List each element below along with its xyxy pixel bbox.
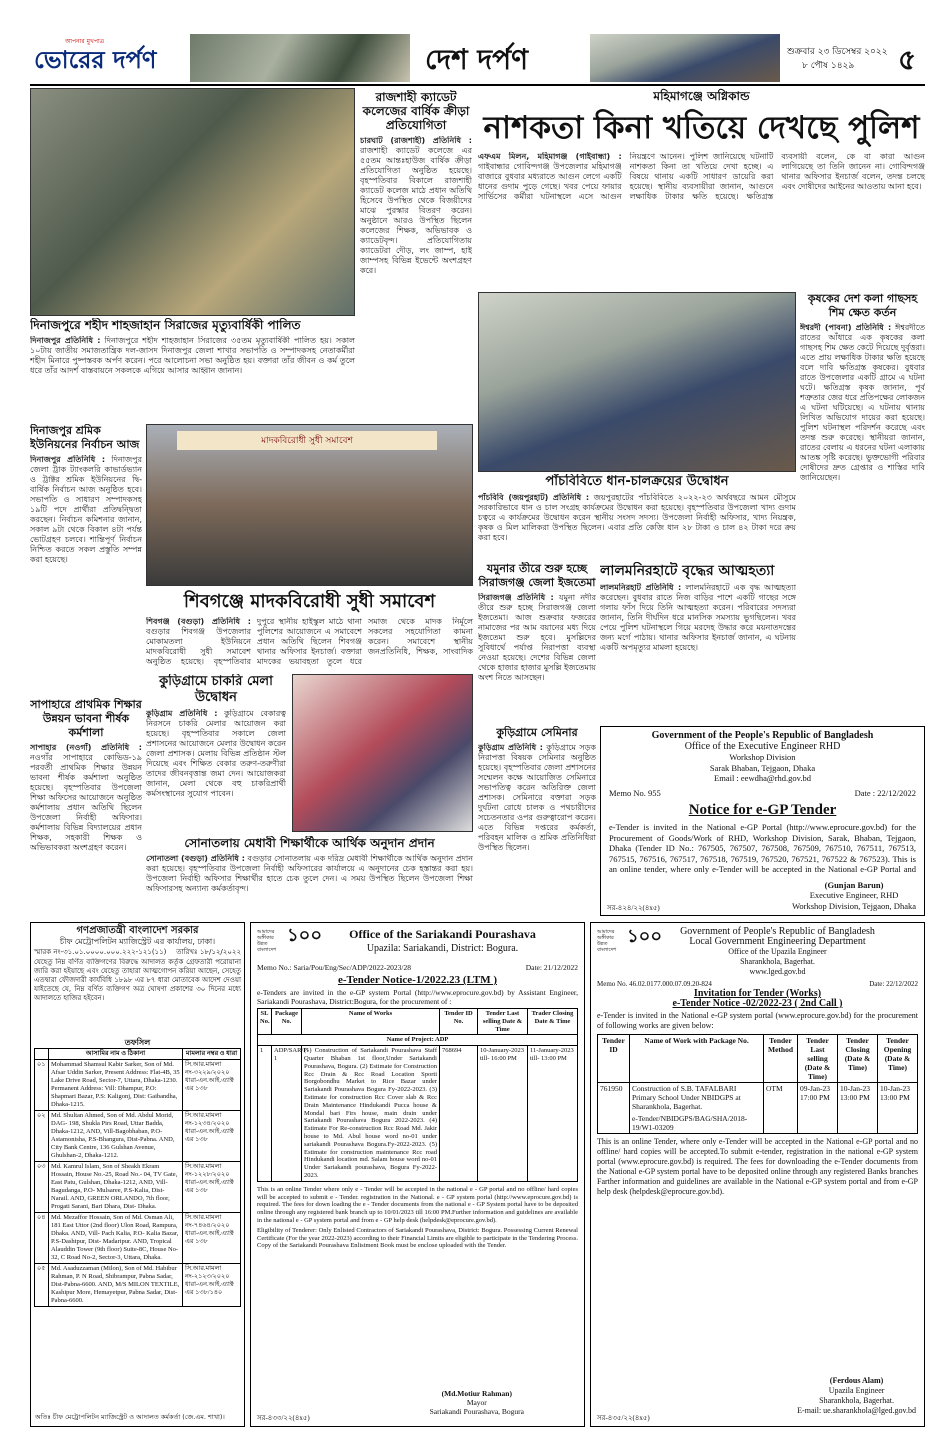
- masthead-photo-strip-right: [590, 34, 780, 82]
- table-row: [35, 1111, 241, 1162]
- dinajpur-memorial-headline: দিনাজপুরে শহীদ শাহজাহান সিরাজের মৃত্যুবার্ষিকী পালিত: [30, 318, 301, 332]
- dinajpur-union-headline: দিনাজপুর শ্রমিক ইউনিয়নের নির্বাচন আজ: [30, 424, 140, 451]
- sonatola-text-block: [146, 854, 473, 916]
- egp-line4: Sarak Bhaban, Tejgaon, Dhaka: [709, 762, 816, 773]
- sharankhola-row-method: OTM: [764, 1083, 798, 1134]
- sharankhola-row-package: e-Tender/NBIDGPS/BAG/SHA/2018-19/W1-03209: [632, 1114, 748, 1132]
- court-table-title: তফসিল: [124, 1037, 151, 1047]
- sharankhola-row-work-text: Construction of S.B. TAFALBARI Primary School Under NBIDGPS at Sharankhola, Bagerhat.: [632, 1084, 741, 1111]
- sharankhola-line2: Local Government Engineering Department: [689, 936, 866, 947]
- sharankhola-title2: e-Tender Notice -02/2022-23 ( 2nd Call ): [672, 998, 843, 1009]
- sharankhola-row-closing: 10-Jan-23 13:00 PM: [838, 1083, 878, 1134]
- egp-signer-title: Executive Engineer, RHD: [809, 890, 899, 900]
- court-row-case: সি.আর.মামলা নং-১২৩৪/২০২০ ধারা-এন.আই.এ্যাক্ট এর ১৩৮: [183, 1111, 241, 1162]
- sariakandi-th-sl: SL No.: [258, 1009, 272, 1035]
- sariakandi-th-package: Package No.: [272, 1009, 302, 1035]
- masthead-rule: [30, 84, 925, 86]
- court-line1: গণপ্রজাতন্ত্রী বাংলাদেশ সরকার: [76, 925, 199, 936]
- krishok-body: ঈশ্বরদীতে রাতের আঁধারে এক কৃষকের কলা গাছসহ শিম ক্ষেত কেটে দিয়েছে দুর্বৃত্তরা। এতে প্রায় লক্ষাধিক টাকার ক্ষতি হয়েছে বলে দাবি ক্ষতিগ্রস্ত কৃষকের। বুধবার রাতে উপজেলার একটি গ্রামে এ ঘটনা ঘটে। ক্ষতিগ্রস্ত কৃষক জানান, পূর্ব শত্রুতার জের ধরে প্রতিপক্ষের লোকজন এ ঘটনা ঘটিয়েছে। এ ঘটনায় থানায় লিখিত অভিযোগ দায়ের করা হয়েছে। পুলিশ ঘটনাস্থল পরিদর্শন করেছে এবং তদন্ত শুরু করেছে। স্থানীয়রা জানান, রাতের বেলায় এ ধরনের ঘটনা এলাকায় আতঙ্ক সৃষ্টি করেছে। ভুক্তভোগী পরিবার দোষীদের দ্রুত গ্রেপ্তার ও শাস্তির দাবি জানিয়েছেন।: [800, 323, 925, 482]
- court-memo: স্মারক নং-৩১.০১.০০০০.০০০.২২২-১২১(১১): [34, 948, 167, 956]
- sariakandi-row-sl: 1: [258, 1046, 272, 1182]
- krishok-headline: কৃষকের দেশ কলা গাছসহ শিম ক্ষেত কর্তন: [807, 292, 918, 319]
- sharankhola-logo: [597, 926, 663, 959]
- kurigram-job-text-block: [146, 709, 286, 849]
- sariakandi-row-package: ADP/SAR/P-1: [272, 1046, 302, 1182]
- sariakandi-memo: Memo No.: Saria/Pou/Eng/Sec/ADP/2022-2023/28: [257, 963, 411, 972]
- court-date: তারিখঃ ১৮/১২/২০২২: [176, 948, 241, 956]
- panchbibi-article: [478, 474, 796, 558]
- paper-tagline: আপনার মুখপাত্র: [65, 38, 105, 45]
- sharankhola-logo-text: আমাদের অঙ্গীকার উন্নত বাংলাদেশ: [597, 929, 617, 953]
- sharankhola-th-tender-id: Tender ID: [598, 1035, 630, 1083]
- shibganj-headline: শিবগঞ্জে মাদকবিরোধী সুধী সমাবেশ: [183, 591, 436, 612]
- kurigram-job-article: [146, 674, 286, 854]
- memorial-photo: [30, 88, 355, 316]
- sariakandi-date: Date: 21/12/2022: [525, 963, 578, 972]
- sariakandi-row-works: (1) Construction of Sariakandi Pourashava Staff Quarter Bhaban 1st floor,Under Sariakandi Pourashava, Bogura. (2) Estimate for Construction Rcc Drain & Rcc Road Location Sporti Borgobondhu Market to Rice Bazar under Sariakandi Pourashava Bogura Fy-2022-2023. (3) Estimate for construction Rcc Cover slab & Rcc Drain Maintenance Hindukandi Pucca house & Mondal bari Firs house, main drain under Sariakandi Pourashava Bogura 2022-2023. (4) Estimate For Re-construction Rcc Road Md. Jakir house to Md. Abul house word no-01 under sariakandi Pourashava Bogura.Fy-2022-2023. (5) Estimate for construction maintenance Rcc road Hindukandi location md. Salam house word no-01 Under Sariakandi pourashava, Bogura Fy-2022-2023.: [302, 1046, 440, 1182]
- sariakandi-project-row: [258, 1035, 578, 1046]
- sariakandi-notice: [250, 922, 585, 1427]
- kurigram-job-headline: কুড়িগ্রামে চাকরি মেলা উদ্বোধন: [159, 674, 273, 705]
- table-row: [598, 1083, 918, 1134]
- sariakandi-subtitle: Upazila: Sariakandi, District: Bogura.: [366, 943, 519, 954]
- dinajpur-union-text-block: [30, 455, 142, 685]
- sariakandi-th-selling: Tender Last selling Date & Time: [478, 1009, 528, 1035]
- panchbibi-body: জয়পুরহাটের পাঁচবিবিতে ২০২২-২৩ অর্থবছরে আমন মৌসুমে সরকারিভাবে ধান ও চাল সংগ্রহ কার্যক্রমের উদ্বোধন করা হয়েছে। বৃহস্পতিবার উপজেলা খাদ্য গুদাম চত্বরে এ কার্যক্রমের উদ্বোধন করেন স্থানীয় সংসদ সদস্য। উপজেলা নির্বাহী অফিসার, খাদ্য নিয়ন্ত্রক, কৃষক ও মিল মালিকরা উপস্থিত ছিলেন। এবার প্রতি কেজি ধান ২৮ টাকা ও চাল ৪২ টাকা দরে ক্রয় করা হবে।: [478, 493, 796, 542]
- egp-date: Date : 22/12/2022: [854, 787, 916, 798]
- sariakandi-logo: [257, 925, 323, 959]
- sapahar-headline: সাপাহারে প্রাথমিক শিক্ষার উন্নয়ন ভাবনা শীর্ষক কর্মশালা: [30, 698, 142, 739]
- sharankhola-line1: Government of People's Republic of Bangladesh: [680, 926, 875, 937]
- sariakandi-title: Office of the Sariakandi Pourashava: [349, 927, 536, 941]
- sariakandi-th-tender-id: Tender ID No.: [440, 1009, 478, 1035]
- sariakandi-logo-text: আমাদের অঙ্গীকার উন্নত বাংলাদেশ: [257, 929, 277, 953]
- sharankhola-title1: Invitation for Tender (Works): [693, 988, 822, 999]
- court-row-name: Md. Mezaffor Hossain, Son of Md. Osman Ali, 181 East Uttor (2nd floor) Ulon Road, Rampura, Dhaka. AND, Vill- Pach Kalia, P.O- Kalia Bazar, P.S-Dashtpur, Dist- Madaripur. AND, Tropical Alauddin Tower (9th floor) Suite-8C, House No-32, C Road No-2, Sector-3, Uttara, Dhaka.: [49, 1213, 183, 1264]
- lalmonirhat-body: লালমনিরহাটে এক বৃদ্ধ আত্মহত্যা করেছেন। বুধবার রাতে নিজ বাড়ির পাশে একটি গাছের সঙ্গে গলায় ফাঁস দিয়ে তিনি আত্মহত্যা করেন। পরিবারের সদস্যরা জানান, তিনি দীর্ঘদিন ধরে মানসিক সমস্যায় ভুগছিলেন। খবর পেয়ে পুলিশ ঘটনাস্থলে গিয়ে মরদেহ উদ্ধার করে ময়নাতদন্তের জন্য মর্গে পাঠায়। থানার অফিসার ইনচার্জ জানান, এ ঘটনায় একটি অপমৃত্যুর মামলা হয়েছে।: [600, 583, 796, 652]
- sharankhola-memo: Memo No. 46.02.0177.000.07.09.20-824: [597, 980, 712, 988]
- sharankhola-signer-email: E-mail: ue.sharankhola@lged.gov.bd: [797, 1406, 916, 1415]
- court-row-sl: ০১: [35, 1060, 49, 1111]
- egp-signer-office: Workshop Division, Tejgaon, Dhaka: [792, 900, 916, 911]
- court-row-sl: ০৫: [35, 1264, 49, 1307]
- dinajpur-memorial-article: [30, 318, 355, 418]
- sariakandi-row-tender-id: 768694: [440, 1046, 478, 1182]
- sariakandi-memo-row: [257, 963, 578, 972]
- jamuna-text-block: [478, 593, 596, 703]
- sharankhola-signer: (Ferdous Alam): [829, 1376, 884, 1385]
- court-row-sl: ০৩: [35, 1162, 49, 1213]
- sapahar-article: [30, 698, 142, 918]
- panchbibi-photo: [478, 292, 796, 472]
- dinajpur-union-body: দিনাজপুর জেলা ট্রাক ট্যাংকলরি কাভার্ডভ্যান ও ট্রাক্টর শ্রমিক ইউনিয়নের দ্বি-বার্ষিক নির্বাচন আজ অনুষ্ঠিত হবে। সভাপতি ও সাধারণ সম্পাদকসহ ১৯টি পদে প্রার্থীরা প্রতিদ্বন্দ্বিতা করছেন। নির্বাচন কমিশনার জানান, সকাল ৯টা থেকে বিকাল ৪টা পর্যন্ত ভোটগ্রহণ চলবে। শান্তিপূর্ণ নির্বাচন নিশ্চিত করতে সকল প্রস্তুতি সম্পন্ন করা হয়েছে।: [30, 455, 142, 564]
- sharankhola-th-opening: Tender Opening (Date & Time): [878, 1035, 918, 1083]
- sharankhola-row-work: [630, 1083, 764, 1134]
- sharankhola-intro: e-Tender is invited in the National e-GP system portal (www.eprocure.gov.bd) for the procurement of following works are given below:: [597, 1011, 918, 1030]
- dinajpur-memorial-body: দিনাজপুরে শহীদ শাহজাহান সিরাজের ৩৫তম মৃত্যুবার্ষিকী পালিত হয়। সকাল ১০টায় জাতীয় সমাজতান্ত্রিক দল-জাসদ দিনাজপুর জেলা শাখার সভাপতি ও সম্পাদকসহ নেতাকর্মীরা শহীদ মিনারে পুষ্পস্তবক অর্পণ করেন। পরে আলোচনা সভা অনুষ্ঠিত হয়। বক্তারা তাঁর জীবন ও কর্ম তুলে ধরে তাঁর আদর্শ বাস্তবায়নে সকলকে এগিয়ে আসার আহ্বান জানান।: [30, 336, 355, 375]
- court-row-name: Md. Kamrul Islam, Son of Sheakh Ekram Hossain, House No.-25, Road No.- 04, TV Gate, East Patu, Gulshan, Dhaka-1212, AND, Vill-Bagudanga, P.O- Mulsaree, P.S-Kalia, Dist- Narail. AND, GREEN ORLANDO, 7th floor, Progati Sarani, Bari Dhara, Dist- Dhaka.: [49, 1162, 183, 1213]
- dinajpur-memorial-byline: দিনাজপুর প্রতিনিধি :: [30, 336, 101, 345]
- panchbibi-text-block: [478, 493, 796, 555]
- sapahar-byline: সাপাহার (নওগাঁ) প্রতিনিধি :: [30, 743, 142, 752]
- jamuna-article: [478, 562, 596, 722]
- sonatola-article: [146, 836, 473, 920]
- sharankhola-th-closing: Tender Closing (Date & Time): [838, 1035, 878, 1083]
- sapahar-text-block: [30, 743, 142, 913]
- court-row-case: সি.আর.মামলা নং-২১২৩/২০২০ ধারা-এন.আই.এ্যাক্ট এর ১৩৮/১৪০: [183, 1264, 241, 1307]
- lalmonirhat-headline: লালমনিরহাটে বৃদ্ধের আত্মহত্যা: [600, 563, 775, 579]
- court-row-name: Md. Shultan Ahmed, Son of Md. Abdul Morid, DAG- 198, Shukla Pirs Road, Uttar Badda, Dhaka-1212, AND, Vill-Bagobhaban, P.O-Astamonisha, P.S-Bhangura, Dist-Pabna. AND, City Bank Centre, 136 Gulshan Avenue, Ghulshan-2, Dhaka-1212.: [49, 1111, 183, 1162]
- court-col-sl: [35, 1049, 49, 1060]
- jamuna-headline: যমুনার তীরে শুরু হচ্ছে সিরাজগঞ্জ জেলা ইজতেমা: [478, 562, 596, 589]
- sharankhola-row-opening: 10-Jan-23 13:00 PM: [878, 1083, 918, 1134]
- kurigram-job-byline: কুড়িগ্রাম প্রতিনিধি :: [146, 709, 218, 718]
- krishok-article: [800, 292, 925, 717]
- court-footer: অতিঃ চীফ মেট্রোপলিটন ম্যাজিস্ট্রেট ও আদালত কর্মকর্তা (জে.এম. শাখা)।: [35, 1412, 225, 1421]
- masthead-photo-strip: [190, 34, 410, 82]
- lalmonirhat-text-block: [600, 583, 796, 718]
- krishok-text-block: [800, 323, 925, 708]
- egp-line3: Workshop Division: [729, 752, 796, 762]
- sonatola-headline: সোনাতলায় মেধাবী শিক্ষার্থীকে আর্থিক অনুদান প্রদান: [184, 836, 435, 850]
- court-row-sl: ০৪: [35, 1213, 49, 1264]
- court-row-name: Mohammad Shamsul Kabir Sarker, Son of Md. Afsar Uddin Sarker, Present Address: Flat-4B, 35 Lake Drive Road, Sector-7, Uttara, Dhaka-1230. Permanent Address: Vill: Dhampur, P.O: Shapmari Bazar, P.S: Kaligonj, Dist: Gaibandha, Dhaka-1215.: [49, 1060, 183, 1111]
- sharankhola-signature-block: [797, 1376, 916, 1416]
- sharankhola-notice: [590, 922, 925, 1427]
- sariakandi-signature-block: [430, 1389, 524, 1416]
- table-row: [35, 1213, 241, 1264]
- rajshahi-headline: রাজশাহী ক্যাডেট কলেজের বার্ষিক ক্রীড়া প্রতিযোগিতা: [362, 90, 470, 132]
- shibganj-text-block: [146, 617, 473, 669]
- sharankhola-line4: Sharankhola, Bagerhat.: [740, 957, 815, 966]
- shibganj-banner: মাদকবিরোধী সুধী সমাবেশ: [177, 431, 437, 450]
- kurigram-job-body: কুড়িগ্রামে বেকারত্ব নিরসনে চাকরি মেলার আয়োজন করা হয়েছে। বৃহস্পতিবার সকালে জেলা প্রশাসনের আয়োজনে মেলার উদ্বোধন করেন জেলা প্রশাসক। মেলায় বিভিন্ন প্রতিষ্ঠান স্টল দিয়েছে এবং শিক্ষিত বেকার তরুণ-তরুণীরা তাদের জীবনবৃত্তান্ত জমা দেন। আয়োজকরা জানান, মেলা থেকে বহু চাকরিপ্রার্থী কর্মসংস্থানের সুযোগ পাবেন।: [146, 709, 286, 798]
- court-row-case: সি.আর.মামলা নং-৭৪৬৪/২০২০ ধারা-এন.আই.এ্যাক্ট এর ১৩৮: [183, 1213, 241, 1264]
- mohimaganj-headline: নাশকতা কিনা খতিয়ে দেখছে পুলিশ: [483, 110, 920, 146]
- egp-ref: সর-৪২৪/২২(৪x৫): [607, 903, 660, 912]
- sariakandi-notice-title: e-Tender Notice-1/2022.23 (LTM ): [337, 974, 498, 986]
- kurigram-seminar-text-block: [478, 743, 596, 913]
- shibganj-body: বগুড়ার শিবগঞ্জ উপজেলার মোকামতলা ইউনিয়নে মাদকবিরোধী সুধী সমাবেশ অনুষ্ঠিত হয়েছে। বৃহস্পতিবার দুপুরে স্থানীয় হাইস্কুল মাঠে থানা পুলিশের আয়োজনে এ সমাবেশে প্রধান অতিথি ছিলেন শিবগঞ্জ থানার অফিসার ইনচার্জ। বক্তারা মাদকের ভয়াবহতা তুলে ধরে সমাজ থেকে মাদক নির্মূলে সকলের সহযোগিতা কামনা করেন। সমাবেশে স্থানীয় জনপ্রতিনিধি, শিক্ষক, সাংবাদিক: [146, 617, 473, 666]
- sharankhola-signer-office: Sharankhola, Bagerhat.: [819, 1396, 895, 1405]
- mohimaganj-kicker: মহিমাগঞ্জে অগ্নিকান্ড: [653, 89, 750, 103]
- rajshahi-body: রাজশাহী ক্যাডেট কলেজে এর ৫৫তম আন্তঃহাউজ বার্ষিক ক্রীড়া প্রতিযোগিতা অনুষ্ঠিত হয়েছে। বৃহস্পতিবার বিকালে রাজশাহী ক্যাডেট কলেজ মাঠে প্রধান অতিথি হিসেবে উপস্থিত থেকে বিজয়ীদের মাঝে পুরস্কার বিতরণ করেন। অনুষ্ঠানে আরও উপস্থিত ছিলেন কলেজের শিক্ষক, অভিভাবক ও ক্যাডেটবৃন্দ। প্রতিযোগিতায় ক্যাডেটরা দৌড়, লং জাম্প, হাই জাম্পসহ বিভিন্ন ইভেন্টে অংশগ্রহণ করে।: [360, 146, 472, 275]
- court-row-sl: ০২: [35, 1111, 49, 1162]
- page-number: ৫: [898, 43, 917, 76]
- sariakandi-ref: সর-৪৩৩/২২(৪x৫): [257, 1414, 310, 1422]
- masthead: [30, 34, 925, 84]
- sariakandi-table: [257, 1008, 578, 1182]
- sharankhola-signer-title: Upazila Engineer: [828, 1386, 885, 1395]
- court-row-case: সি.আর.মামলা নং-৩২২৯/২০২০ ধারা-এন.আই.এ্যাক্ট এর ১৩৮: [183, 1060, 241, 1111]
- sariakandi-project-cell: Name of Project: ADP: [258, 1035, 578, 1046]
- court-col-name: আসামির নাম ও ঠিকানা: [49, 1049, 183, 1060]
- mohimaganj-body: গাইবান্ধার গোবিন্দগঞ্জ উপজেলার মহিমাগঞ্জ বাজারে বুধবার মধ্যরাতে আগুন লেগে একটি ধানের গুদাম পুড়ে গেছে। খবর পেয়ে ফায়ার সার্ভিসের কর্মীরা ঘটনাস্থলে এসে আগুন নিয়ন্ত্রণে আনেন। পুলিশ জানিয়েছে ঘটনাটি নাশকতা কিনা তা খতিয়ে দেখা হচ্ছে। এ বিষয়ে থানায় একটি সাধারণ ডায়েরি করা হয়েছে। স্থানীয় ব্যবসায়ীরা জানান, আগুনে লক্ষাধিক টাকার ক্ষতি হয়েছে। ক্ষতিগ্রস্ত ব্যবসায়ী বলেন, কে বা কারা আগুন লাগিয়েছে তা তিনি জানেন না। গোবিন্দগঞ্জ থানার অফিসার ইনচার্জ বলেন, তদন্ত চলছে এবং দোষীদের আইনের আওতায় আনা হবে।: [478, 152, 925, 201]
- sharankhola-table-header: [598, 1035, 918, 1083]
- egp-signer: (Gunjan Barun): [824, 879, 884, 890]
- sonatola-byline: সোনাতলা (বগুড়া) প্রতিনিধি :: [146, 854, 245, 863]
- rajshahi-byline: চারঘাট (রাজশাহী) প্রতিনিধি :: [360, 136, 472, 145]
- egp-line1: Government of the People's Republic of Bangladesh: [651, 730, 874, 741]
- court-line2: চীফ মেট্রোপলিটন ম্যাজিস্ট্রেট এর কার্যালয়, ঢাকা।: [59, 936, 216, 946]
- sharankhola-th-method: Tender Method: [764, 1035, 798, 1083]
- court-row-case: সি.আর.মামলা নং-১২২৮/২০২০ ধারা-এন.আই.এ্যাক্ট এর ১৩৮: [183, 1162, 241, 1213]
- sariakandi-signer-title: Mayor: [466, 1398, 487, 1407]
- sariakandi-intro: e-Tenders are invited in the e-GP system Portal (http://www.eprocure.gov.bd) by Assistant Engineer, Sariakandi Pourashava, District:Bogura, for the procurement of :: [257, 988, 578, 1006]
- egp-signature-block: [792, 880, 916, 912]
- sonatola-body: বগুড়ার সোনাতলায় এক দরিদ্র মেধাবী শিক্ষার্থীকে আর্থিক অনুদান প্রদান করা হয়েছে। বৃহস্পতিবার উপজেলা নির্বাহী অফিসারের কার্যালয়ে এ অনুদানের চেক হস্তান্তর করা হয়। উপজেলা নির্বাহী অফিসার শিক্ষার্থীর হাতে চেক তুলে দেন। এ সময় উপস্থিত ছিলেন উপজেলা শিক্ষা অফিসারসহ অন্যান্য কর্মকর্তাবৃন্দ।: [146, 854, 473, 893]
- panchbibi-headline: পাঁচবিবিতে ধান-চালক্রয়ের উদ্বোধন: [545, 474, 729, 489]
- sariakandi-table-header: [258, 1009, 578, 1035]
- egp-line2: Office of the Executive Engineer RHD: [684, 740, 841, 752]
- sharankhola-th-selling: Tender Last selling (Date & Time): [798, 1035, 838, 1083]
- mohimaganj-text-block: [478, 152, 925, 288]
- dinajpur-union-article: [30, 424, 142, 692]
- sariakandi-th-works: Name of Works: [302, 1009, 440, 1035]
- panchbibi-byline: পাঁচবিবি (জয়পুরহাট) প্রতিনিধি :: [478, 493, 590, 502]
- dinajpur-memorial-text-block: [30, 336, 355, 414]
- sharankhola-th-work: Name of Work with Package No.: [630, 1035, 764, 1083]
- table-row: [35, 1162, 241, 1213]
- mujib-100-icon: ১০০: [287, 925, 323, 945]
- mujib-100-icon: ১০০: [627, 926, 663, 946]
- sariakandi-th-closing: Trader Closing Date & Time: [528, 1009, 578, 1035]
- egp-memo-row: [609, 788, 916, 799]
- lalmonirhat-article: [600, 562, 796, 722]
- court-memo-row: [34, 947, 241, 958]
- sharankhola-line3: Office of the Upazila Engineer: [728, 947, 827, 956]
- lalmonirhat-byline: লালমনিরহাট প্রতিনিধি :: [600, 583, 682, 592]
- jamuna-byline: সিরাজগঞ্জ প্রতিনিধি :: [478, 593, 554, 602]
- court-table: [34, 1048, 241, 1307]
- kurigram-seminar-byline: কুড়িগ্রাম প্রতিনিধি :: [478, 743, 543, 752]
- date-line-2: ৮ পৌষ ১৪২৯: [802, 61, 855, 71]
- court-row-name: Md. Asaduzzaman (Milon), Son of Md. Habibur Rahman, P. N Road, Shibrampur, Pabna Sadar, Dist-Pabna-6600. AND, M/S MILON TEXTILE, Kashipur More, Hemayetpur, Pabna Sadar, Dist- Pabna-6600.: [49, 1264, 183, 1307]
- table-row: [258, 1046, 578, 1182]
- dinajpur-union-byline: দিনাজপুর প্রতিনিধি :: [30, 455, 106, 464]
- sariakandi-footnote: This is an online Tender where only e - Tender will be accepted in the national e - GP portal and no offline/ hard copies will be accepted to submit e - Tender. registration in the National. e - GP system portal (http://www.eprocure.gov.bd) is required. The fees for down loading the e - Tender documents from the national e - GP System portal have to be deposited online through any registered bank branch up to 10/01/2023 till 16:00 PM.Further information and guidelines are available in the national e - GP system portal and from e - GP help desk (helpdesk@eprocure.gov.bd).: [257, 1185, 578, 1224]
- sharankhola-table: [597, 1034, 918, 1134]
- kurigram-seminar-headline: কুড়িগ্রামে সেমিনার: [496, 726, 578, 739]
- shibganj-photo: [146, 424, 473, 586]
- court-notice: [30, 922, 245, 1427]
- table-row: [35, 1060, 241, 1111]
- jamuna-body: যমুনা নদীর তীরে শুরু হচ্ছে সিরাজগঞ্জ জেলা ইজতেমা। আজ শুক্রবার ফজরের নামাজের পর আম বয়ানের মধ্য দিয়ে ইজতেমা শুরু হবে। মুসল্লিদের সুবিধার্থে পর্যাপ্ত নিরাপত্তা ব্যবস্থা নেওয়া হয়েছে। দেশের বিভিন্ন জেলা থেকে হাজার হাজার মুসল্লি ইজতেমায় অংশ নিতে আসছেন।: [478, 593, 596, 682]
- sharankhola-date: Date: 22/12/2022: [869, 980, 918, 988]
- sariakandi-row-selling: 10-January-2023 till- 16:00 PM: [478, 1046, 528, 1182]
- sapahar-body: নওগাঁর সাপাহারে কোভিড-১৯ পরবর্তী প্রাথমিক শিক্ষার উন্নয়ন ভাবনা শীর্ষক কর্মশালা অনুষ্ঠিত হয়েছে। বৃহস্পতিবার উপজেলা শিক্ষা অফিসের আয়োজনে অনুষ্ঠিত কর্মশালায় প্রধান অতিথি ছিলেন উপজেলা নির্বাহী অফিসার। কর্মশালায় বিভিন্ন বিদ্যালয়ের প্রধান শিক্ষক, সহকারী শিক্ষক ও অভিভাবকরা অংশগ্রহণ করেন।: [30, 753, 142, 852]
- sonatola-photo: [292, 674, 473, 832]
- sariakandi-signer-office: Sariakandi Pourashava, Bogura: [429, 1407, 524, 1416]
- egp-memo: Memo No. 955: [609, 787, 661, 798]
- egp-notice: [600, 726, 925, 916]
- court-body: যেহেতু নিম্ন বর্ণিত ব্যক্তিগণের বিরুদ্ধে আদালত কর্তৃক গ্রেফতারী পরোয়ানা জারি করা হইয়াছে এবং যেহেতু তাহারা আত্মগোপন করিয়া আছেন, সেহেতু এতদ্বারা ফৌজদারী কার্যবিধি ১৮৯৮ এর ৮৭ ধারা মোতাবেক আদেশ দেওয়া যাইতেছে যে, নিম্ন বর্ণিত ব্যক্তিগণ অত্র ঘোষণা প্রকাশের ৩০ দিনের মধ্যে আদালতে হাজির হইবেন।: [34, 957, 241, 1002]
- kurigram-seminar-body: কুড়িগ্রামে সড়ক নিরাপত্তা বিষয়ক সেমিনার অনুষ্ঠিত হয়েছে। বৃহস্পতিবার জেলা প্রশাসনের সম্মেলন কক্ষে আয়োজিত সেমিনারে সভাপতিত্ব করেন অতিরিক্ত জেলা প্রশাসক। সেমিনারে বক্তারা সড়ক দুর্ঘটনা রোধে চালক ও পথচারীদের সচেতনতার ওপর গুরুত্বারোপ করেন। এতে বিভিন্ন দপ্তরের কর্মকর্তা, পরিবহন মালিক ও শ্রমিক প্রতিনিধিরা উপস্থিত ছিলেন।: [478, 743, 596, 852]
- kurigram-seminar-article: [478, 726, 596, 916]
- shibganj-article: [146, 617, 473, 669]
- sariakandi-row-closing: 11-January-2023 till- 13:00 PM: [528, 1046, 578, 1182]
- court-table-header: [35, 1049, 241, 1060]
- date-line-1: শুক্রবার ২৩ ডিসেম্বর ২০২২: [787, 47, 888, 57]
- sariakandi-signer: (Md.Motiur Rahman): [441, 1389, 512, 1398]
- sariakandi-eligibility: Eligibility of Tenderer: Only Enlisted Contractors of Sariakandi Pourashava, District: Bogura. Possessing Current Renewal Certificate (For the year 2022-2023) according to their Financial Limits are eligible to participate in the Tendering Process. Copy of the Sariakandi Pourashava Enlistment Book must be enclose uploaded with the Tender.: [257, 1226, 578, 1250]
- mohimaganj-article: [478, 88, 925, 286]
- sharankhola-body: This is an online Tender, where only e-Tender will be accepted in the National e-GP portal and no offline/ hard copies will be accepted.To submit e-tender, registration in the national e-GP system portal (www.eprocure.gov.bd) is required. The fees for downloading the e-Tender documents from the National e-GP system portal have to be deposited online through any registered Banks branches Farther information and guidelines are available in the National e-GP system portal and from e-GP help desk (helpdesk@eprocure.gov.bd).: [597, 1137, 918, 1196]
- court-col-case: মামলার নম্বর ও ধারা: [183, 1049, 241, 1060]
- table-row: [35, 1264, 241, 1307]
- egp-body: e-Tender is invited in the National e-GP Portal (http://www.eprocure.gov.bd) for the Procurement of Goods/Work of RHD, Workshop Division, Sarak, Bhaban, Tejgaon, Dhaka (Tender ID No.: 767505, 767507, 767508, 767509, 767510, 767511, 767513, 767515, 767516, 767517, 767518, 767519, 767520, 767521, 767522 & 767523). This is an online tender, where only e-Tender will be accepted in the National e-GP Portal and: [609, 822, 916, 874]
- sharankhola-web: www.lged.gov.bd: [749, 967, 806, 976]
- shibganj-byline: শিবগঞ্জ (বগুড়া) প্রতিনিধি :: [146, 617, 251, 626]
- section-title: দেশ দর্পণ: [425, 43, 529, 76]
- sharankhola-row-selling: 09-Jan-23 17:00 PM: [798, 1083, 838, 1134]
- paper-logo: ভোরের দর্পণ: [34, 46, 157, 74]
- egp-title: Notice for e-GP Tender: [688, 802, 837, 818]
- krishok-byline: ঈশ্বরদী (পাবনা) প্রতিনিধি :: [800, 323, 892, 332]
- mohimaganj-byline: এফএম মিলন, মহিমাগঞ্জ (গাইবান্ধা) :: [478, 152, 622, 161]
- sharankhola-row-tender-id: 761950: [598, 1083, 630, 1134]
- sharankhola-ref: সর-৪৩৫/২২(৪x৫): [597, 1414, 650, 1422]
- egp-email: Email : eewdha@rhd.gov.bd: [714, 773, 811, 783]
